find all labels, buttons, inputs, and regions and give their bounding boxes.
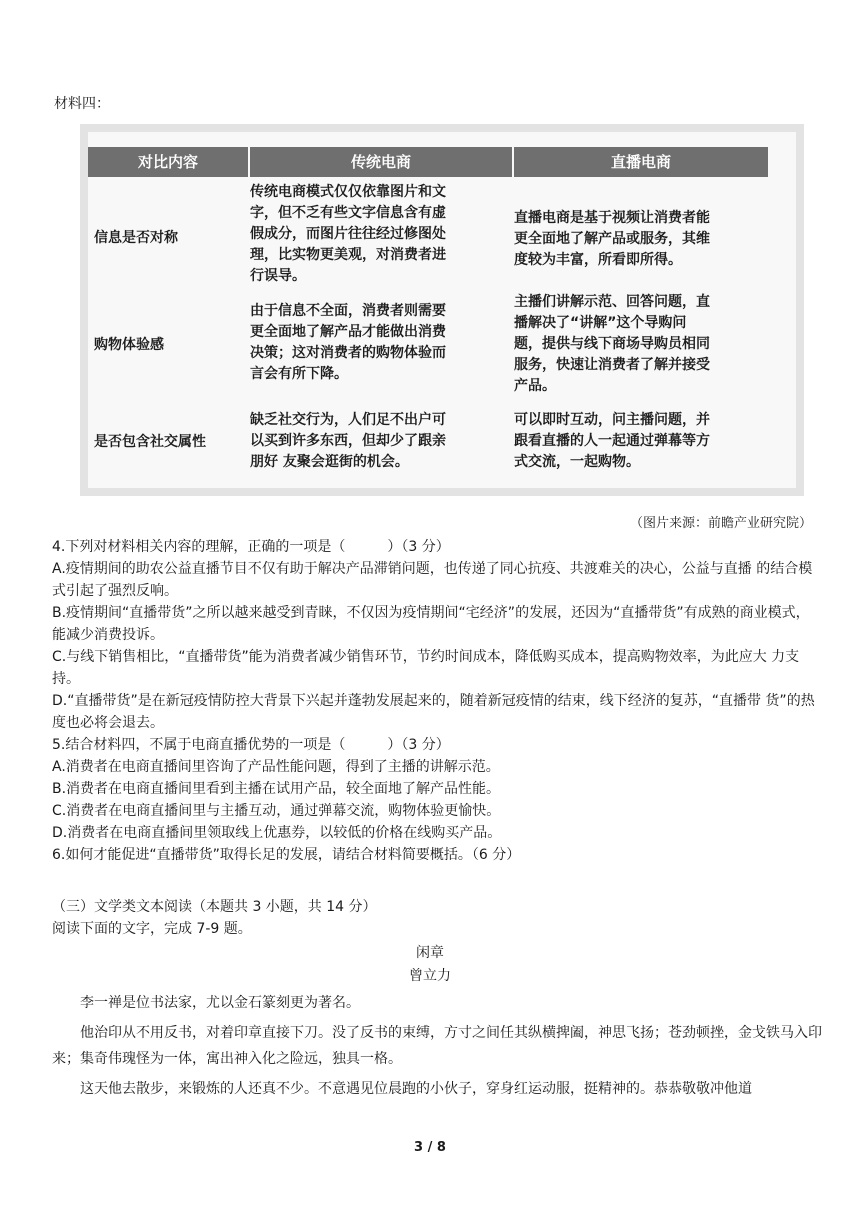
image-source-caption: （图片来源：前瞻产业研究院） [629, 516, 812, 531]
story-paragraph: 这天他去散步，来锻炼的人还真不少。不意遇见位晨跑的小伙子，穿身红运动服，挺精神的。恭恭敬敬冲他道 [80, 1081, 752, 1097]
header-cell: 直播电商 [514, 147, 768, 177]
story-paragraph: 李一禅是位书法家，尤以金石篆刻更为著名。 [80, 995, 360, 1011]
story-paragraph: 他治印从不用反书，对着印章直接下刀。没了反书的束缚，方寸之间任其纵横捭阖，神思飞扬；苍劲顿挫，金戈铁马入印来；集奇伟瑰怪为一体，寓出神入化之险远，独具一格。 [52, 1025, 822, 1067]
material-label: 材料四： [54, 96, 110, 112]
question-5-option-c: C.消费者在电商直播间里与主播互动，通过弹幕交流，购物体验更愉快。 [52, 803, 501, 819]
question-4-option-c: C.与线下销售相比，“直播带货”能为消费者减少销售环节，节约时间成本，降低购买成本，提高购物效率，为此应大 力支持。 [52, 649, 800, 687]
table-header [88, 147, 796, 177]
header-cell: 对比内容 [88, 147, 248, 177]
question-5-stem: 5.结合材料四，不属于电商直播优势的一项是（ ）（3 分） [52, 737, 450, 753]
row-label: 信息是否对称 [94, 230, 178, 246]
story-author: 曾立力 [409, 968, 451, 984]
live-cell: 主播们讲解示范、回答问题，直 播解决了“讲解”这个导购问 题，提供与线下商场导购员相同 服务，快速让消费者了解并接受 产品。 [514, 294, 710, 394]
row-label: 是否包含社交属性 [94, 434, 206, 450]
traditional-cell: 由于信息不全面，消费者则需要 更全面地了解产品才能做出消费 决策；这对消费者的购物体验而 言会有所下降。 [250, 303, 446, 382]
live-cell: 直播电商是基于视频让消费者能 更全面地了解产品或服务，其维 度较为丰富，所看即所得。 [514, 210, 710, 268]
question-4-option-d: D.“直播带货”是在新冠疫情防控大背景下兴起并蓬勃发展起来的，随着新冠疫情的结束，线下经济的复苏，“直播带 货”的热度也必将会退去。 [52, 693, 815, 731]
live-cell: 可以即时互动，问主播问题，并 跟看直播的人一起通过弹幕等方 式交流，一起购物。 [514, 412, 710, 470]
question-4-stem: 4.下列对材料相关内容的理解，正确的一项是（ ）（3 分） [52, 539, 450, 555]
traditional-cell: 传统电商模式仅仅依靠图片和文 字，但不乏有些文字信息含有虚 假成分，而图片往往经过修图处 理，比实物更美观，对消费者进 行误导。 [250, 184, 446, 284]
section-heading: （三）文学类文本阅读（本题共 3 小题，共 14 分） [52, 899, 377, 915]
question-5-option-a: A.消费者在电商直播间里咨询了产品性能问题，得到了主播的讲解示范。 [52, 759, 500, 775]
page-number: 3 / 8 [414, 1140, 446, 1155]
question-5-option-d: D.消费者在电商直播间里领取线上优惠券，以较低的价格在线购买产品。 [52, 825, 502, 841]
traditional-cell: 缺乏社交行为，人们足不出户可 以买到许多东西，但却少了跟亲 朋好 友聚会逛街的机会。 [250, 412, 446, 470]
question-5-option-b: B.消费者在电商直播间里看到主播在试用产品，较全面地了解产品性能。 [52, 781, 501, 797]
question-4-option-a: A.疫情期间的助农公益直播节目不仅有助于解决产品滞销问题，也传递了同心抗疫、共渡难关的决心，公益与直播 的结合模式引起了强烈反响。 [52, 561, 813, 599]
story-title: 闲章 [416, 945, 444, 961]
reading-instruction: 阅读下面的文字，完成 7-9 题。 [52, 921, 252, 937]
question-4-option-b: B.疫情期间“直播带货”之所以越来越受到青睐，不仅因为疫情期间“宅经济”的发展，还因为“直播带货”有成熟的商业模式，能减少消费投诉。 [52, 605, 810, 643]
comparison-table-image [80, 124, 804, 496]
header-cell: 传统电商 [250, 147, 512, 177]
question-6: 6.如何才能促进“直播带货”取得长足的发展，请结合材料简要概括。（6 分） [52, 847, 521, 863]
row-label: 购物体验感 [94, 337, 164, 353]
